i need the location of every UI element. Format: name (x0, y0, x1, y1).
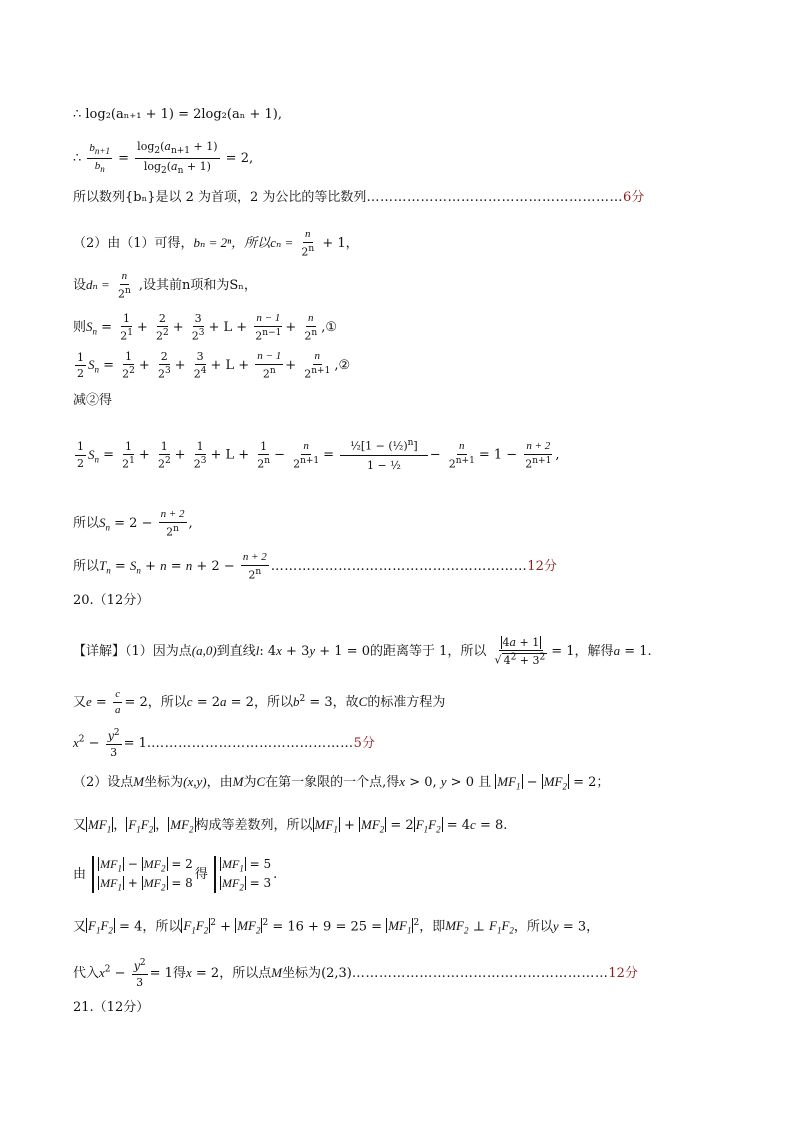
line-ratio: ∴ $\frac{b_{n+1}}{b_n}$ = $\frac{\log_2(a_{n+1} + 1)}{\log_2(a_n + 1)}$ = 2, (73, 140, 254, 177)
line-tn-result: 所以$T_n = S_n + n = n + 2$ − $\frac{n + 2}{2^n}$ …………………………………………………12分 (73, 551, 557, 582)
line-sum-eq1: 则$S_n$ = $\frac{1}{2^1}$ + $\frac{2}{2^2}$ + $\frac{3}{2^3}$ + L + $\frac{n - 1}{2^{n-1}}$ + $\frac{n}{2^n}$ ,① (73, 312, 337, 343)
system-equations-1: $MF_1 - MF_2 = 2$ $MF_1 + MF_2 = 8$ (92, 856, 193, 893)
line-define-dn: 设dₙ = $\frac{n}{2^n}$ ,设其前n项和为Sₙ， (73, 270, 257, 301)
question-21-header: 21.（12分） (73, 1000, 150, 1015)
c-n-fraction: $\frac{n}{2^n}$ (301, 228, 315, 259)
distance-fraction: $\frac{4a + 1}{√ 4^2 + 3^2}$ (494, 636, 546, 667)
line-q20-eccentricity: 又e = $\frac{c}{a}$ = 2，所以c = 2a = 2，所以$b^2 = 3$，故C的标准方程为 (73, 688, 446, 717)
line-log-relation: ∴ log₂(aₙ₊₁ + 1) = 2log₂(aₙ + 1), (73, 107, 282, 122)
ratio-fraction-b: $\frac{b_{n+1}}{b_n}$ (89, 142, 110, 175)
line-q20-arith-seq: 又 $MF_1$ ， $F_1F_2$ ， $MF_2$ 构成等差数列，所以 $MF_1 + MF_2 = 2$ $F_1F_2 = 4c = 8$. (73, 817, 508, 835)
system-equations-2: $MF_1 = 5$ $MF_2 = 3$ (214, 856, 271, 893)
line-sn-result: 所以$S_n = 2$ − $\frac{n + 2}{2^n}$ , (73, 508, 193, 539)
ratio-fraction-log: $\frac{\log_2(a_{n+1} + 1)}{\log_2(a_n + 1)}$ (137, 140, 218, 177)
line-part2-intro: （2）由（1）可得，bₙ = 2ⁿ，所以cₙ = $\frac{n}{2^n}$ + 1， (73, 228, 359, 259)
line-sum-eq2: $\frac{1}{2}$ $S_n$ = $\frac{1}{2^2}$ + $\frac{2}{2^3}$ + $\frac{3}{2^4}$ + L + $\frac{n - 1}{2^n}$ + $\frac{n}{2^{n+1}}$ ,② (77, 350, 351, 381)
line-q20-part2-intro: （2）设点M坐标为(x,y)，由M为C在第一象限的一个点,得x > 0, y > 0 且 $MF_1 - MF_2 = 2$； (73, 774, 610, 792)
question-20-header: 20.（12分） (73, 593, 150, 608)
line-q20-perpendicular: 又 $F_1F_2 = 4$，所以 $F_1F_2^2 + MF_2^2 = 16 + 9 = 25 = MF_1^2$，即$MF_2$ ⊥ $F_1F_2$，所以y = 3， (73, 918, 600, 936)
line-q20-equation: $x^2$ − $\frac{y^2}{3}$ = 1.………………………………………5分 (73, 728, 375, 759)
d-n-fraction: $\frac{n}{2^n}$ (117, 270, 131, 301)
line-geometric-conclusion: 所以数列{bₙ}是以 2 为首项，2 为公比的等比数列…………………………………………………6分 (73, 190, 645, 205)
line-difference-result: $\frac{1}{2}$ $S_n$ = $\frac{1}{2^1}$ + $\frac{1}{2^2}$ + $\frac{1}{2^3}$ + L + $\frac{1}{2^n}$ − $\frac{n}{2^{n+1}}$ = $\frac{\frac{1}{2}[1 - (\frac{1}{2})^n]}{\text{1 − ½}}$ − $\frac{n}{2^{n+1}}$ = 1 − $\frac{n + 2}{2^{n+1}}$ , (77, 438, 560, 472)
line-q20-part1: 【详解】（1）因为点(a,0)到直线l: 4x + 3y + 1 = 0的距离等于 1，所以 $\frac{4a + 1}{√ 4^2 + 3^2}$ = 1，解得a = 1. (73, 636, 652, 667)
line-q20-system: 由 $MF_1 - MF_2 = 2$ $MF_1 + MF_2 = 8$ 得 $MF_1 = 5$ $MF_2 = 3$ . (73, 857, 278, 892)
line-q20-final: 代入$x^2$ − $\frac{y^2}{3}$ = 1得x = 2，所以点M坐标为(2,3)…………………………………………………12分 (73, 958, 638, 989)
geometric-sum-fraction: $\frac{\frac{1}{2}[1 - (\frac{1}{2})^n]}{\text{1 − ½}}$ (340, 438, 428, 472)
line-subtract: 减②得 (73, 393, 113, 408)
